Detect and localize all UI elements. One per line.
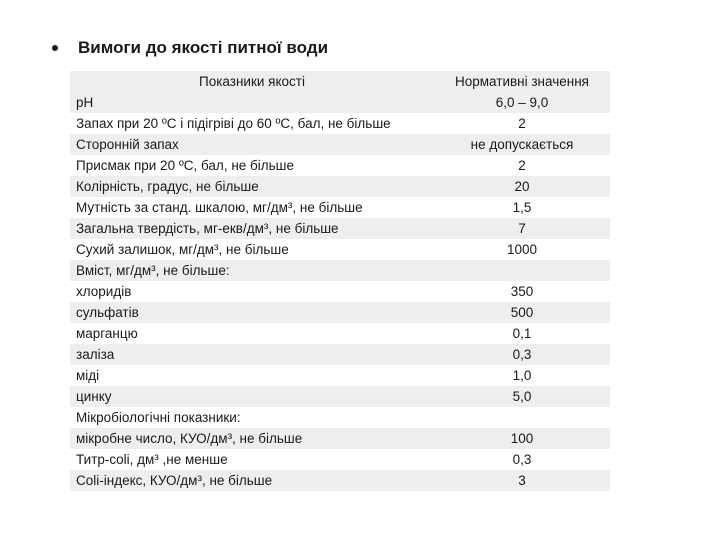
indicator-cell: Coli-індекс, КУО/дм³, не більше [70,470,428,491]
norm-value-cell: не допускається [428,134,610,155]
table-row [70,365,610,386]
norm-value-cell: 6,0 – 9,0 [428,92,610,113]
indicator-cell: Присмак при 20 ºС, бал, не більше [70,155,428,176]
table-row [70,428,610,449]
norm-value-cell: 0,3 [428,344,610,365]
indicator-cell: Мікробіологічні показники: [70,407,428,428]
indicator-cell: хлоридів [70,281,428,302]
indicator-cell: заліза [70,344,428,365]
indicator-cell: Вміст, мг/дм³, не більше: [70,260,428,281]
indicator-cell: сульфатів [70,302,428,323]
indicator-cell: міді [70,365,428,386]
indicator-cell: марганцю [70,323,428,344]
table-row [70,302,610,323]
header-indicator: Показники якості [70,71,428,92]
table-row [70,281,610,302]
norm-value-cell: 5,0 [428,386,610,407]
indicator-cell: Сухий залишок, мг/дм³, не більше [70,239,428,260]
indicator-cell: цинку [70,386,428,407]
norm-value-cell: 1,5 [428,197,610,218]
table-row [70,176,610,197]
norm-value-cell: 0,1 [428,323,610,344]
header-norm: Нормативні значення [428,71,610,92]
indicator-cell: Титр-coli, дм³ ,не менше [70,449,428,470]
norm-value-cell: 100 [428,428,610,449]
table-row [70,407,610,428]
table-row [70,260,610,281]
slide-heading [52,38,328,58]
norm-value-cell: 7 [428,218,610,239]
table-row [70,218,610,239]
norm-value-cell [428,407,610,428]
norm-value-cell: 20 [428,176,610,197]
table-row [70,113,610,134]
table-row [70,92,610,113]
norm-value-cell [428,260,610,281]
table-row [70,344,610,365]
norm-value-cell: 2 [428,155,610,176]
indicator-cell: Сторонній запах [70,134,428,155]
table-body [70,92,610,491]
table-row [70,239,610,260]
norm-value-cell: 1,0 [428,365,610,386]
table-header-row [70,71,610,92]
norm-value-cell: 0,3 [428,449,610,470]
norm-value-cell: 1000 [428,239,610,260]
indicator-cell: Запах при 20 ºС і підігріві до 60 ºС, бал, не більше [70,113,428,134]
indicator-cell: Загальна твердість, мг-екв/дм³, не більше [70,218,428,239]
norm-value-cell: 500 [428,302,610,323]
norm-value-cell: 350 [428,281,610,302]
table-row [70,155,610,176]
table-row [70,323,610,344]
indicator-cell: pH [70,92,428,113]
table-row [70,134,610,155]
table-row [70,197,610,218]
table-row [70,449,610,470]
bullet-icon [52,45,58,51]
table-row [70,470,610,491]
indicator-cell: Колірність, градус, не більше [70,176,428,197]
norm-value-cell: 3 [428,470,610,491]
water-quality-table [70,71,610,491]
table-row [70,386,610,407]
page-title: Вимоги до якості питної води [78,38,329,57]
indicator-cell: Мутність за станд. шкалою, мг/дм³, не більше [70,197,428,218]
indicator-cell: мікробне число, КУО/дм³, не більше [70,428,428,449]
norm-value-cell: 2 [428,113,610,134]
